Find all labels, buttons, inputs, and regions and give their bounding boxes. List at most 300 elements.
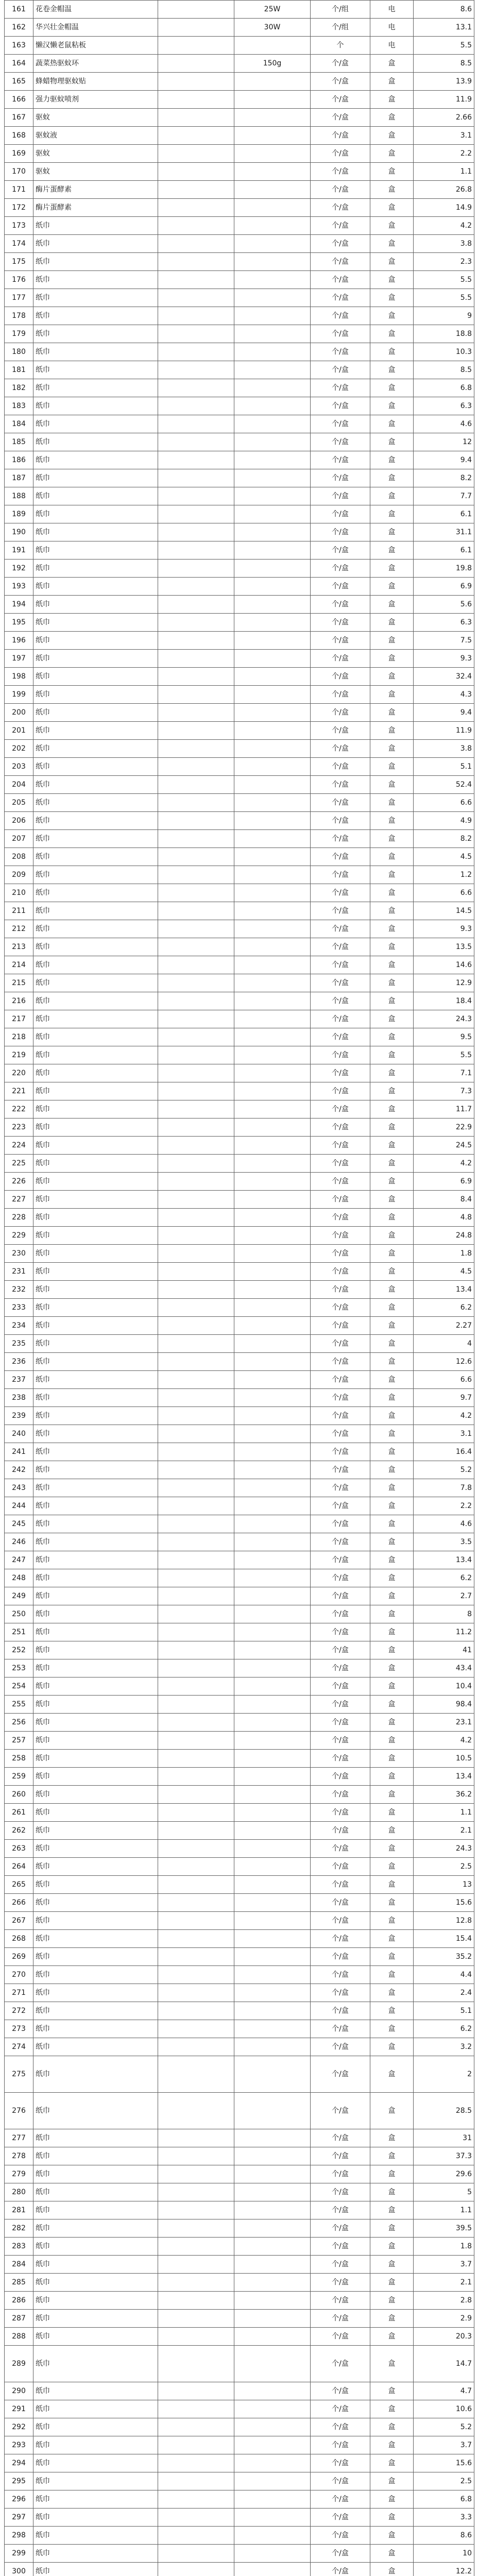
item-spec xyxy=(234,1155,311,1173)
item-unit: 个/盒 xyxy=(311,1714,370,1732)
item-number: 295 xyxy=(5,2472,33,2490)
item-number: 292 xyxy=(5,2418,33,2436)
item-name: 纸巾 xyxy=(33,776,158,794)
item-category: 盒 xyxy=(370,920,414,938)
item-brand xyxy=(158,2490,234,2509)
item-spec xyxy=(234,199,311,217)
item-spec xyxy=(234,956,311,974)
item-name: 纸巾 xyxy=(33,938,158,956)
item-unit: 个/盒 xyxy=(311,2328,370,2346)
item-spec xyxy=(234,163,311,181)
table-row xyxy=(5,1750,474,1768)
item-category: 盒 xyxy=(370,1389,414,1407)
item-category: 盒 xyxy=(370,1461,414,1479)
item-brand xyxy=(158,109,234,127)
table-row xyxy=(5,109,474,127)
item-name: 纸巾 xyxy=(33,722,158,740)
table-row xyxy=(5,235,474,253)
item-value: 1.1 xyxy=(414,163,474,181)
item-number: 174 xyxy=(5,235,33,253)
table-row xyxy=(5,2292,474,2310)
item-brand xyxy=(158,740,234,758)
item-brand xyxy=(158,361,234,379)
item-name: 纸巾 xyxy=(33,307,158,325)
item-number: 205 xyxy=(5,794,33,812)
item-category: 盒 xyxy=(370,505,414,523)
item-name: 纸巾 xyxy=(33,848,158,866)
item-brand xyxy=(158,217,234,235)
item-spec xyxy=(234,2038,311,2056)
item-unit: 个/组 xyxy=(311,1,370,19)
item-value: 4.7 xyxy=(414,2382,474,2400)
item-value: 1.8 xyxy=(414,2238,474,2256)
item-name: 纸巾 xyxy=(33,1641,158,1659)
item-name: 纸巾 xyxy=(33,2382,158,2400)
item-category: 盒 xyxy=(370,2201,414,2219)
item-brand xyxy=(158,1912,234,1930)
item-brand xyxy=(158,1245,234,1263)
item-value: 26.8 xyxy=(414,181,474,199)
item-brand xyxy=(158,956,234,974)
item-number: 249 xyxy=(5,1587,33,1605)
item-category: 电 xyxy=(370,1,414,19)
table-row xyxy=(5,740,474,758)
item-brand xyxy=(158,1389,234,1407)
item-unit: 个/盒 xyxy=(311,1299,370,1317)
item-brand xyxy=(158,1353,234,1371)
item-name: 纸巾 xyxy=(33,1371,158,1389)
item-brand xyxy=(158,722,234,740)
table-row xyxy=(5,325,474,343)
item-number: 175 xyxy=(5,253,33,271)
item-number: 280 xyxy=(5,2183,33,2201)
item-brand xyxy=(158,2147,234,2165)
item-spec xyxy=(234,1371,311,1389)
item-category: 盒 xyxy=(370,1227,414,1245)
item-unit: 个/盒 xyxy=(311,596,370,614)
item-spec: 30W xyxy=(234,19,311,37)
table-row xyxy=(5,217,474,235)
item-value: 2.9 xyxy=(414,2310,474,2328)
item-number: 282 xyxy=(5,2219,33,2238)
item-brand xyxy=(158,1425,234,1443)
item-number: 265 xyxy=(5,1876,33,1894)
item-number: 244 xyxy=(5,1497,33,1515)
item-name: 纸巾 xyxy=(33,1858,158,1876)
item-spec xyxy=(234,614,311,632)
item-name: 蔬菜热驱蚊环 xyxy=(33,55,158,73)
table-row xyxy=(5,253,474,271)
table-row xyxy=(5,866,474,884)
item-brand xyxy=(158,1515,234,1533)
item-number: 216 xyxy=(5,992,33,1010)
item-value: 3.8 xyxy=(414,235,474,253)
item-brand xyxy=(158,541,234,560)
item-spec xyxy=(234,217,311,235)
table-row xyxy=(5,2418,474,2436)
item-number: 169 xyxy=(5,145,33,163)
item-name: 纸巾 xyxy=(33,451,158,469)
item-category: 盒 xyxy=(370,1732,414,1750)
item-spec xyxy=(234,1046,311,1064)
item-category: 盒 xyxy=(370,1750,414,1768)
item-spec xyxy=(234,1894,311,1912)
item-category: 盒 xyxy=(370,2183,414,2201)
item-brand xyxy=(158,1191,234,1209)
table-row xyxy=(5,2527,474,2545)
table-row xyxy=(5,2056,474,2093)
item-spec xyxy=(234,2238,311,2256)
item-value: 5.5 xyxy=(414,37,474,55)
item-unit: 个/盒 xyxy=(311,361,370,379)
item-category: 盒 xyxy=(370,271,414,289)
table-row xyxy=(5,91,474,109)
item-unit: 个/盒 xyxy=(311,325,370,343)
item-unit: 个/盒 xyxy=(311,2002,370,2020)
item-brand xyxy=(158,2346,234,2382)
item-category: 盒 xyxy=(370,2418,414,2436)
item-value: 15.4 xyxy=(414,1930,474,1948)
item-value: 31 xyxy=(414,2129,474,2147)
item-name: 纸巾 xyxy=(33,1966,158,1984)
item-category: 盒 xyxy=(370,1299,414,1317)
item-value: 16.4 xyxy=(414,1443,474,1461)
table-row xyxy=(5,1641,474,1659)
item-spec xyxy=(234,1173,311,1191)
item-category: 盒 xyxy=(370,848,414,866)
table-row xyxy=(5,974,474,992)
table-row xyxy=(5,938,474,956)
item-number: 177 xyxy=(5,289,33,307)
item-brand xyxy=(158,1677,234,1696)
item-spec xyxy=(234,704,311,722)
table-row xyxy=(5,55,474,73)
item-unit: 个/盒 xyxy=(311,1245,370,1263)
item-value: 14.6 xyxy=(414,956,474,974)
item-unit: 个/盒 xyxy=(311,2454,370,2472)
item-spec xyxy=(234,1677,311,1696)
item-number: 209 xyxy=(5,866,33,884)
item-brand xyxy=(158,1227,234,1245)
item-unit: 个/盒 xyxy=(311,289,370,307)
item-name: 纸巾 xyxy=(33,1587,158,1605)
item-category: 盒 xyxy=(370,866,414,884)
item-brand xyxy=(158,1082,234,1100)
table-row xyxy=(5,361,474,379)
item-brand xyxy=(158,1443,234,1461)
item-unit: 个/盒 xyxy=(311,2129,370,2147)
item-number: 186 xyxy=(5,451,33,469)
table-row xyxy=(5,2454,474,2472)
item-brand xyxy=(158,2509,234,2527)
item-name: 纸巾 xyxy=(33,217,158,235)
item-number: 193 xyxy=(5,578,33,596)
table-row xyxy=(5,2472,474,2490)
item-category: 电 xyxy=(370,37,414,55)
item-unit: 个/盒 xyxy=(311,2274,370,2292)
item-category: 盒 xyxy=(370,812,414,830)
item-value: 13.4 xyxy=(414,1551,474,1569)
item-value: 2.1 xyxy=(414,2274,474,2292)
item-unit: 个/盒 xyxy=(311,235,370,253)
item-number: 256 xyxy=(5,1714,33,1732)
item-spec xyxy=(234,2219,311,2238)
item-unit: 个/盒 xyxy=(311,1028,370,1046)
table-row xyxy=(5,2147,474,2165)
item-brand xyxy=(158,1299,234,1317)
item-spec xyxy=(234,2183,311,2201)
item-brand xyxy=(158,1876,234,1894)
item-unit: 个/盒 xyxy=(311,2292,370,2310)
item-category: 盒 xyxy=(370,451,414,469)
item-brand xyxy=(158,1407,234,1425)
item-value: 31.1 xyxy=(414,523,474,541)
item-number: 238 xyxy=(5,1389,33,1407)
table-row xyxy=(5,1407,474,1425)
item-name: 纸巾 xyxy=(33,2238,158,2256)
item-name: 纸巾 xyxy=(33,920,158,938)
item-brand xyxy=(158,2219,234,2238)
item-unit: 个/盒 xyxy=(311,343,370,361)
item-number: 208 xyxy=(5,848,33,866)
item-name: 纸巾 xyxy=(33,1263,158,1281)
item-value: 18.4 xyxy=(414,992,474,1010)
item-unit: 个/盒 xyxy=(311,1100,370,1118)
item-brand xyxy=(158,307,234,325)
item-brand xyxy=(158,560,234,578)
table-row xyxy=(5,2382,474,2400)
table-row xyxy=(5,2238,474,2256)
item-name: 纸巾 xyxy=(33,1930,158,1948)
item-unit: 个/盒 xyxy=(311,2400,370,2418)
item-name: 纸巾 xyxy=(33,1840,158,1858)
item-number: 229 xyxy=(5,1227,33,1245)
table-row xyxy=(5,415,474,433)
item-number: 226 xyxy=(5,1173,33,1191)
item-spec xyxy=(234,127,311,145)
item-value: 14.9 xyxy=(414,199,474,217)
item-spec xyxy=(234,1533,311,1551)
item-spec xyxy=(234,1786,311,1804)
item-brand xyxy=(158,2545,234,2563)
item-value: 11.9 xyxy=(414,91,474,109)
item-spec xyxy=(234,812,311,830)
item-number: 214 xyxy=(5,956,33,974)
item-brand xyxy=(158,469,234,487)
item-value: 1.2 xyxy=(414,866,474,884)
item-value: 5.2 xyxy=(414,1461,474,1479)
item-name: 纸巾 xyxy=(33,2129,158,2147)
table-row xyxy=(5,1137,474,1155)
item-unit: 个/盒 xyxy=(311,2563,370,2576)
item-number: 232 xyxy=(5,1281,33,1299)
item-spec xyxy=(234,1623,311,1641)
table-row xyxy=(5,1696,474,1714)
table-row xyxy=(5,920,474,938)
item-value: 6.8 xyxy=(414,2490,474,2509)
item-unit: 个/盒 xyxy=(311,1605,370,1623)
item-name: 纸巾 xyxy=(33,614,158,632)
item-spec xyxy=(234,325,311,343)
item-unit: 个/盒 xyxy=(311,1046,370,1064)
item-unit: 个/盒 xyxy=(311,1515,370,1533)
item-name: 纸巾 xyxy=(33,2328,158,2346)
item-spec xyxy=(234,2292,311,2310)
item-name: 纸巾 xyxy=(33,1209,158,1227)
item-brand xyxy=(158,397,234,415)
item-category: 盒 xyxy=(370,145,414,163)
item-category: 盒 xyxy=(370,2292,414,2310)
item-category: 盒 xyxy=(370,2274,414,2292)
item-unit: 个/盒 xyxy=(311,541,370,560)
table-row xyxy=(5,1155,474,1173)
item-brand xyxy=(158,2238,234,2256)
table-row xyxy=(5,1281,474,1299)
item-category: 盒 xyxy=(370,163,414,181)
item-value: 13.1 xyxy=(414,19,474,37)
item-name: 纸巾 xyxy=(33,992,158,1010)
item-category: 盒 xyxy=(370,379,414,397)
item-brand xyxy=(158,1948,234,1966)
item-name: 纸巾 xyxy=(33,379,158,397)
item-value: 5 xyxy=(414,2183,474,2201)
item-number: 261 xyxy=(5,1804,33,1822)
item-category: 盒 xyxy=(370,956,414,974)
table-row xyxy=(5,2436,474,2454)
item-name: 纸巾 xyxy=(33,740,158,758)
item-spec xyxy=(234,2563,311,2576)
item-spec xyxy=(234,1876,311,1894)
item-value: 2.2 xyxy=(414,145,474,163)
item-category: 盒 xyxy=(370,2527,414,2545)
item-number: 288 xyxy=(5,2328,33,2346)
item-category: 盒 xyxy=(370,1948,414,1966)
item-name: 纸巾 xyxy=(33,2183,158,2201)
item-category: 盒 xyxy=(370,109,414,127)
item-name: 纸巾 xyxy=(33,2020,158,2038)
item-unit: 个/盒 xyxy=(311,704,370,722)
item-value: 7.5 xyxy=(414,632,474,650)
table-row xyxy=(5,2256,474,2274)
item-value: 24.8 xyxy=(414,1227,474,1245)
item-number: 258 xyxy=(5,1750,33,1768)
table-row xyxy=(5,1677,474,1696)
item-value: 11.2 xyxy=(414,1623,474,1641)
item-value: 13.9 xyxy=(414,73,474,91)
item-brand xyxy=(158,1840,234,1858)
table-row xyxy=(5,1263,474,1281)
item-category: 盒 xyxy=(370,650,414,668)
item-spec xyxy=(234,1822,311,1840)
item-value: 36.2 xyxy=(414,1786,474,1804)
item-name: 纸巾 xyxy=(33,686,158,704)
item-category: 盒 xyxy=(370,1840,414,1858)
item-number: 164 xyxy=(5,55,33,73)
item-unit: 个/盒 xyxy=(311,109,370,127)
table-row xyxy=(5,19,474,37)
item-spec xyxy=(234,1912,311,1930)
table-row xyxy=(5,848,474,866)
item-unit: 个/盒 xyxy=(311,271,370,289)
item-number: 171 xyxy=(5,181,33,199)
item-brand xyxy=(158,1335,234,1353)
item-spec xyxy=(234,1732,311,1750)
item-spec xyxy=(234,2346,311,2382)
item-unit: 个/盒 xyxy=(311,1641,370,1659)
item-value: 3.5 xyxy=(414,1533,474,1551)
item-name: 酶片蛋酵素 xyxy=(33,181,158,199)
item-value: 98.4 xyxy=(414,1696,474,1714)
item-unit: 个/盒 xyxy=(311,1010,370,1028)
table-row xyxy=(5,1768,474,1786)
item-spec xyxy=(234,920,311,938)
item-category: 盒 xyxy=(370,884,414,902)
item-brand xyxy=(158,1641,234,1659)
item-brand xyxy=(158,163,234,181)
item-name: 纸巾 xyxy=(33,1479,158,1497)
table-row xyxy=(5,1479,474,1497)
item-category: 盒 xyxy=(370,1335,414,1353)
item-brand xyxy=(158,992,234,1010)
item-unit: 个/盒 xyxy=(311,2472,370,2490)
item-spec xyxy=(234,181,311,199)
item-spec xyxy=(234,992,311,1010)
item-category: 盒 xyxy=(370,776,414,794)
item-brand xyxy=(158,1930,234,1948)
item-spec xyxy=(234,830,311,848)
table-row xyxy=(5,776,474,794)
item-spec xyxy=(234,2129,311,2147)
item-spec xyxy=(234,1587,311,1605)
table-row xyxy=(5,884,474,902)
item-number: 179 xyxy=(5,325,33,343)
item-unit: 个/盒 xyxy=(311,1623,370,1641)
item-number: 267 xyxy=(5,1912,33,1930)
item-value: 41 xyxy=(414,1641,474,1659)
item-name: 纸巾 xyxy=(33,758,158,776)
item-spec xyxy=(234,2056,311,2093)
item-unit: 个/盒 xyxy=(311,1912,370,1930)
item-number: 172 xyxy=(5,199,33,217)
item-value: 6.6 xyxy=(414,794,474,812)
item-value: 9.3 xyxy=(414,920,474,938)
item-category: 盒 xyxy=(370,469,414,487)
item-unit: 个 xyxy=(311,37,370,55)
item-number: 218 xyxy=(5,1028,33,1046)
item-brand xyxy=(158,1696,234,1714)
item-value: 19.8 xyxy=(414,560,474,578)
item-number: 286 xyxy=(5,2292,33,2310)
item-number: 185 xyxy=(5,433,33,451)
item-name: 纸巾 xyxy=(33,1443,158,1461)
item-spec xyxy=(234,1461,311,1479)
item-name: 纸巾 xyxy=(33,2056,158,2093)
table-row xyxy=(5,1822,474,1840)
item-unit: 个/盒 xyxy=(311,1948,370,1966)
item-spec xyxy=(234,1407,311,1425)
item-category: 盒 xyxy=(370,1822,414,1840)
item-spec xyxy=(234,73,311,91)
table-row xyxy=(5,2165,474,2183)
item-value: 6.2 xyxy=(414,1299,474,1317)
item-category: 盒 xyxy=(370,2129,414,2147)
item-category: 盒 xyxy=(370,1479,414,1497)
table-row xyxy=(5,1804,474,1822)
item-value: 12.6 xyxy=(414,1353,474,1371)
item-name: 纸巾 xyxy=(33,1786,158,1804)
item-brand xyxy=(158,487,234,505)
item-value: 13.5 xyxy=(414,938,474,956)
